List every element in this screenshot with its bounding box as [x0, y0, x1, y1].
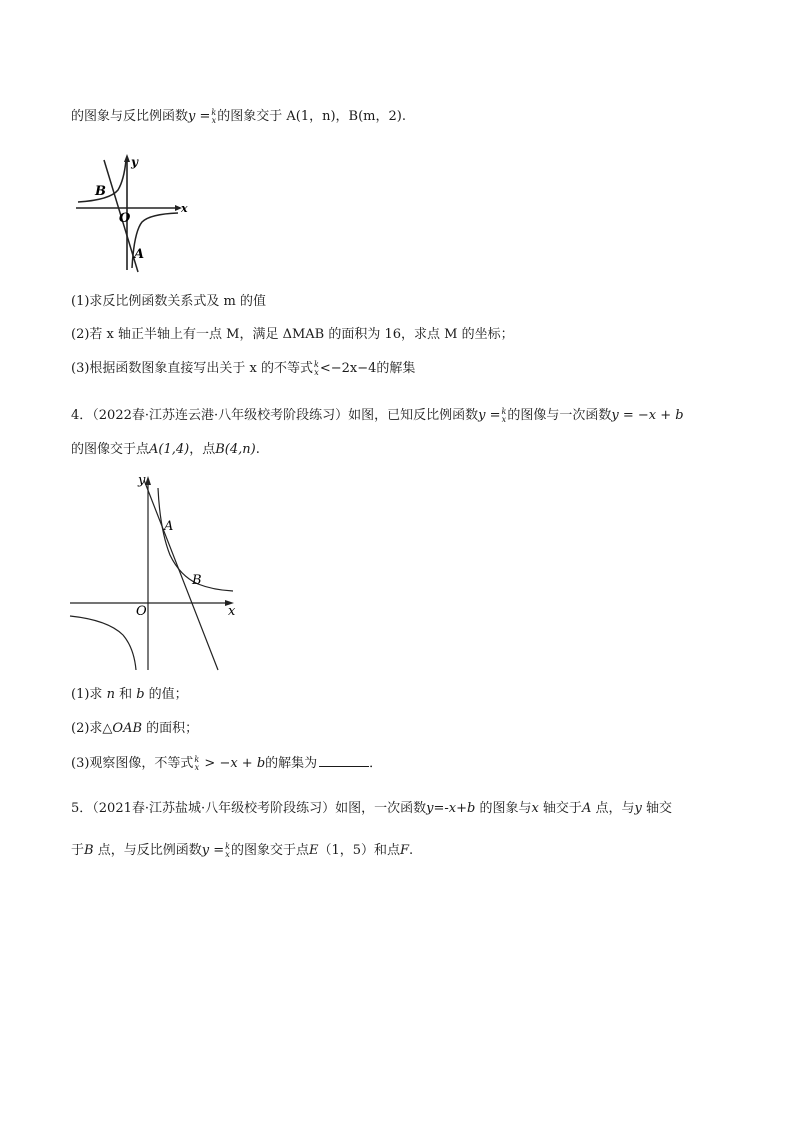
- q4-sub3: (3)观察图像，不等式 k x > −x + b的解集为 ．: [71, 754, 383, 772]
- q4-sub2: (2)求△OAB 的面积；: [71, 721, 199, 736]
- fraction-k-over-x: k x: [314, 359, 319, 377]
- q4-intro: 4．（2022春·江苏连云港·八年级校考阶段练习）如图，已知反比例函数y = k x 的图像与一次函数y = −x + b: [71, 406, 684, 424]
- q5-intro-line2: 于B 点，与反比例函数y = k x 的图象交于点E（1，5）和点F.: [71, 841, 414, 859]
- label-y: y: [138, 473, 146, 488]
- q4-sub1: (1)求 n 和 b 的值；: [71, 687, 188, 702]
- fraction-k-over-x: k x: [194, 754, 200, 772]
- label-O: O: [119, 211, 131, 226]
- q3-sub1: (1)求反比例函数关系式及 m 的值: [71, 294, 267, 309]
- q3-sub3: (3)根据函数图象直接写出关于 x 的不等式 k x <−2x−4的解集: [71, 359, 416, 377]
- label-A: A: [134, 247, 145, 262]
- q4-intro-line2: 的图像交于点A(1,4)，点B(4,n).: [71, 442, 260, 457]
- q5-intro: 5．（2021春·江苏盐城·八年级校考阶段练习）如图，一次函数y=-x+b 的图象与x 轴交于A 点，与y 轴交: [71, 801, 672, 816]
- label-x: x: [181, 202, 188, 215]
- label-y: y: [131, 155, 138, 169]
- fraction-k-over-x: k x: [225, 841, 230, 859]
- label-B: B: [192, 573, 202, 588]
- label-A: A: [164, 519, 174, 534]
- q3-function-graph: [70, 150, 195, 275]
- q4-function-graph: [68, 470, 243, 675]
- q3-sub2: (2)若 x 轴正半轴上有一点 M，满足 ΔMAB 的面积为 16，求点 M 的坐标；: [71, 327, 514, 342]
- answer-blank[interactable]: [319, 754, 369, 767]
- q3-intro: 的图象与反比例函数y = k x 的图象交于 A(1，n)，B(m，2).: [71, 107, 406, 125]
- label-B: B: [95, 184, 106, 199]
- fraction-k-over-x: k x: [501, 406, 507, 424]
- label-O: O: [136, 604, 147, 619]
- label-x: x: [228, 604, 236, 619]
- fraction-k-over-x: k x: [211, 107, 217, 125]
